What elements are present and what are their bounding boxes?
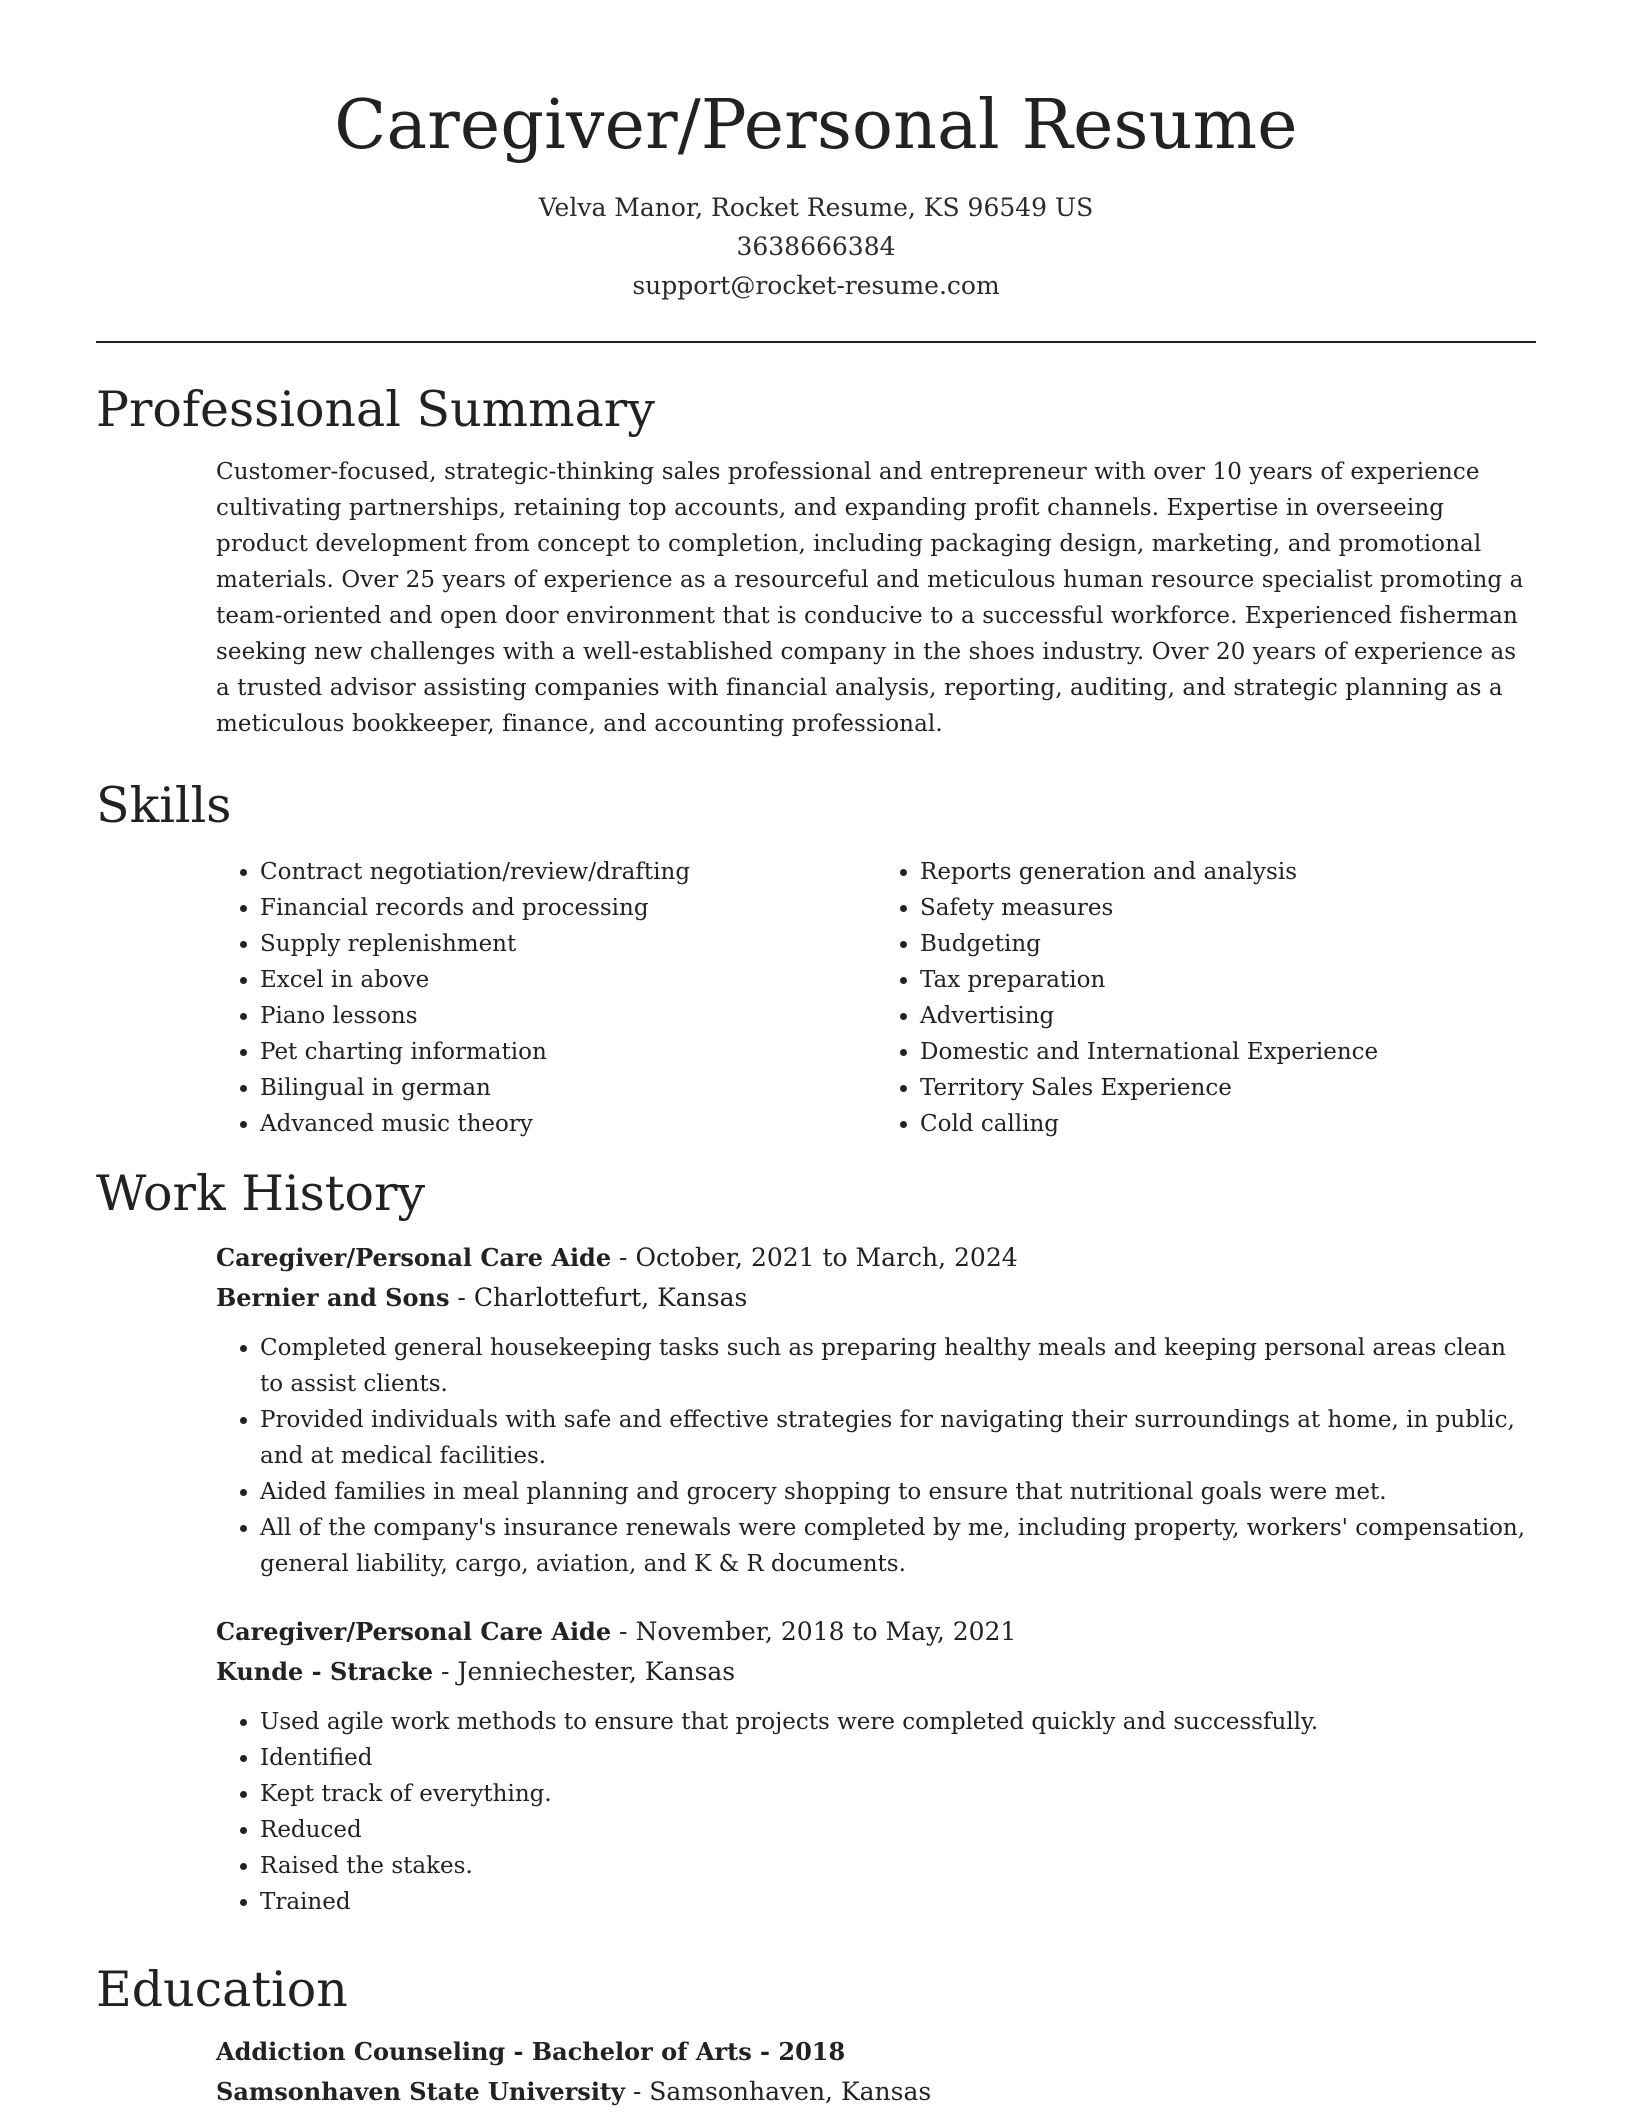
job-location: - Jenniechester, Kansas	[433, 1657, 736, 1686]
duty-item: • Kept track of everything.	[260, 1776, 1536, 1812]
header-divider	[96, 341, 1536, 343]
education-location: - Samsonhaven, Kansas	[624, 2077, 932, 2106]
skill-item: • Advanced music theory	[260, 1106, 876, 1142]
education-degree-line	[216, 2032, 1536, 2072]
job-entry	[216, 1238, 1536, 1582]
job-duties-list	[216, 1704, 1536, 1920]
education-school: Samsonhaven State University	[216, 2077, 625, 2106]
duty-item: • Completed general housekeeping tasks such as preparing healthy meals and keeping personal areas clean to assist clients.	[260, 1330, 1536, 1402]
work-history-section	[96, 1164, 1536, 1920]
skill-item: • Bilingual in german	[260, 1070, 876, 1106]
education-entry	[216, 2032, 1536, 2112]
job-location: - Charlottefurt, Kansas	[449, 1283, 748, 1312]
skill-item: • Territory Sales Experience	[920, 1070, 1536, 1106]
education-school-line	[216, 2072, 1536, 2112]
resume-title: Caregiver/Personal Resume	[334, 86, 1298, 165]
work-history-heading: Work History	[96, 1165, 426, 1222]
skills-grid	[216, 854, 1536, 1142]
contact-phone: 3638666384	[736, 232, 896, 261]
duty-item: • Identified	[260, 1740, 1536, 1776]
skills-list-left	[216, 854, 876, 1142]
skill-item: • Financial records and processing	[260, 890, 876, 926]
skill-item: • Tax preparation	[920, 962, 1536, 998]
skill-item: • Budgeting	[920, 926, 1536, 962]
job-dates: - October, 2021 to March, 2024	[611, 1243, 1018, 1272]
duty-item: • Used agile work methods to ensure that projects were completed quickly and successfully.	[260, 1704, 1536, 1740]
skill-item: • Pet charting information	[260, 1034, 876, 1070]
skills-section	[96, 776, 1536, 1142]
job-company: Kunde - Stracke	[216, 1657, 434, 1686]
skill-item: • Piano lessons	[260, 998, 876, 1034]
summary-heading: Professional Summary	[96, 381, 655, 438]
skill-item: • Supply replenishment	[260, 926, 876, 962]
duty-item: • Raised the stakes.	[260, 1848, 1536, 1884]
job-title-line	[216, 1238, 1536, 1278]
education-degree: Addiction Counseling - Bachelor of Arts - 2018	[216, 2037, 846, 2066]
skills-list-right	[876, 854, 1536, 1142]
summary-text: Customer-focused, strategic-thinking sales professional and entrepreneur with over 10 years of experience cultivating partnerships, retaining top accounts, and expanding profit channels. Expertise in overseeing product development from concept to completion, including packaging design, marketing, and promotional materials. Over 25 years of experience as a resourceful and meticulous human resource specialist promoting a team-oriented and open door environment that is conducive to a successful workforce. Experienced fisherman seeking new challenges with a well-established company in the shoes industry. Over 20 years of experience as a trusted advisor assisting companies with financial analysis, reporting, auditing, and strategic planning as a meticulous bookkeeper, finance, and accounting professional.	[216, 459, 1524, 737]
job-dates: - November, 2018 to May, 2021	[611, 1617, 1017, 1646]
job-title-line	[216, 1612, 1536, 1652]
skill-item: • Advertising	[920, 998, 1536, 1034]
education-heading: Education	[96, 1961, 348, 2018]
skill-item: • Safety measures	[920, 890, 1536, 926]
job-title: Caregiver/Personal Care Aide	[216, 1617, 612, 1646]
job-entry	[216, 1612, 1536, 1920]
resume-header	[0, 78, 1632, 305]
contact-info	[0, 188, 1632, 305]
skills-heading: Skills	[96, 777, 232, 834]
duty-item: • Provided individuals with safe and effective strategies for navigating their surroundings at home, in public, and at medical facilities.	[260, 1402, 1536, 1474]
contact-address: Velva Manor, Rocket Resume, KS 96549 US	[538, 193, 1094, 222]
duty-item: • All of the company's insurance renewals were completed by me, including property, workers' compensation, general liability, cargo, aviation, and K & R documents.	[260, 1510, 1536, 1582]
education-section	[96, 1960, 1536, 2112]
summary-section	[96, 380, 1536, 742]
skill-item: • Domestic and International Experience	[920, 1034, 1536, 1070]
job-duties-list	[216, 1330, 1536, 1582]
job-company-line	[216, 1652, 1536, 1692]
duty-item: • Aided families in meal planning and grocery shopping to ensure that nutritional goals were met.	[260, 1474, 1536, 1510]
contact-email: support@rocket-resume.com	[632, 271, 1000, 300]
skill-item: • Contract negotiation/review/drafting	[260, 854, 876, 890]
skill-item: • Cold calling	[920, 1106, 1536, 1142]
job-title: Caregiver/Personal Care Aide	[216, 1243, 612, 1272]
job-company-line	[216, 1278, 1536, 1318]
skill-item: • Excel in above	[260, 962, 876, 998]
duty-item: • Reduced	[260, 1812, 1536, 1848]
duty-item: • Trained	[260, 1884, 1536, 1920]
skill-item: • Reports generation and analysis	[920, 854, 1536, 890]
job-company: Bernier and Sons	[216, 1283, 450, 1312]
